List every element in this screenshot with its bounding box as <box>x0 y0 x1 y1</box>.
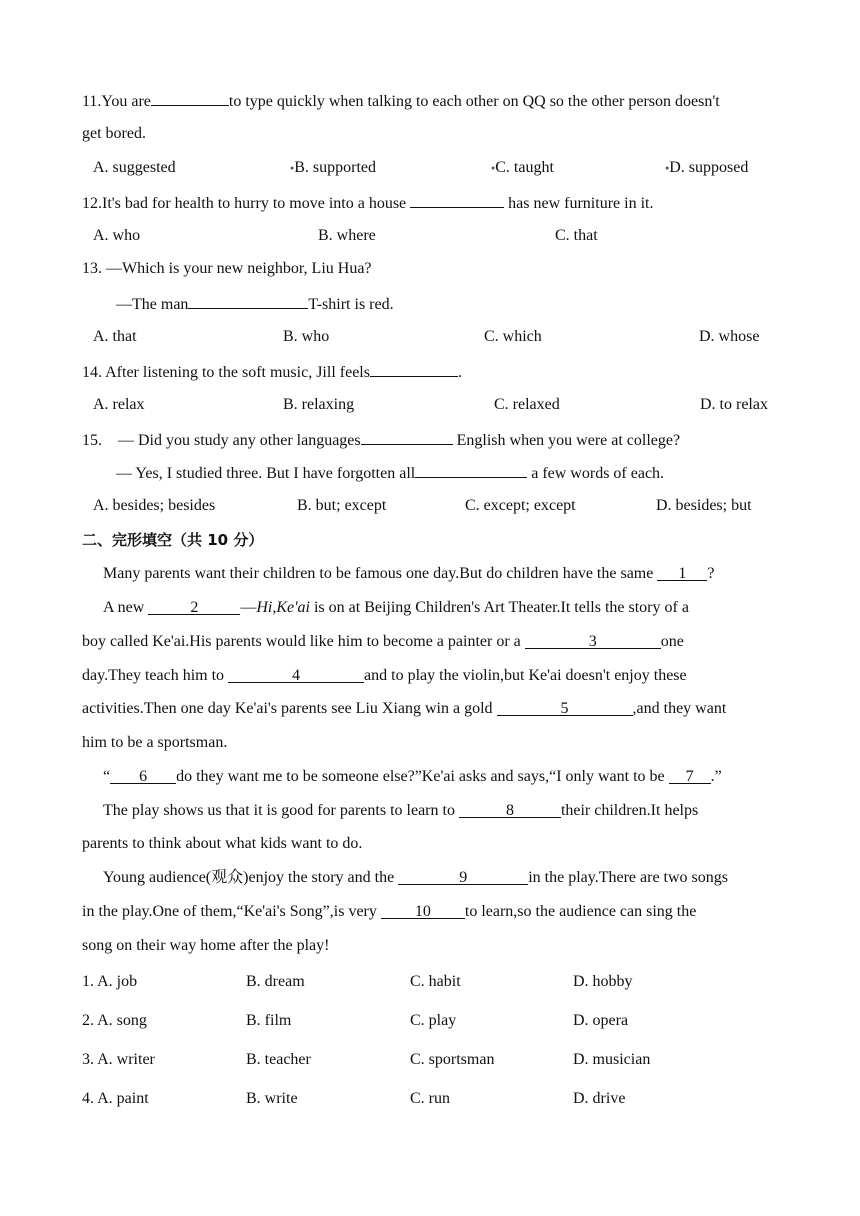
passage-text: .” <box>710 768 722 785</box>
passage-line: parents to think about what kids want to do. <box>82 835 363 852</box>
option-b <box>290 158 376 178</box>
option-a: A. relax <box>93 396 145 413</box>
cloze-blank-5: 5 <box>497 700 633 716</box>
cloze-blank-10: 10 <box>381 903 465 919</box>
question-text: T-shirt is red. <box>308 296 394 313</box>
question-13: 13. —Which is your new neighbor, Liu Hua? <box>82 260 372 277</box>
question-text: 11.You are <box>82 93 151 110</box>
question-text: English when you were at college? <box>456 432 681 449</box>
cloze-blank-7: 7 <box>669 768 711 784</box>
answer-blank <box>361 429 453 445</box>
passage-text: boy called Ke'ai.His parents would like him to become a painter or a <box>82 633 521 650</box>
question-11 <box>82 90 720 112</box>
option-c: C. except; except <box>465 497 576 514</box>
option-b: B. relaxing <box>283 396 355 413</box>
cloze-blank-9: 9 <box>398 869 528 885</box>
passage-line <box>82 902 696 922</box>
question-text: 15. — Did you study any other languages <box>82 432 361 449</box>
mark-icon: ● <box>665 164 670 172</box>
passage-text: in the play.There are two songs <box>528 869 729 886</box>
question-text: . <box>457 364 462 381</box>
passage-text: activities.Then one day Ke'ai's parents see Liu Xiang win a gold <box>82 700 493 717</box>
cloze-option: C. habit <box>410 973 461 990</box>
passage-text: “ <box>103 768 111 785</box>
passage-line: him to be a sportsman. <box>82 734 228 751</box>
cloze-option: D. drive <box>573 1090 626 1107</box>
option-a: A. besides; besides <box>93 497 216 514</box>
passage-line <box>82 666 687 686</box>
passage-line <box>103 868 728 888</box>
option-d: D. besides; but <box>656 497 752 514</box>
answer-blank <box>370 361 458 377</box>
cloze-option: B. film <box>246 1012 292 1029</box>
cloze-option: B. write <box>246 1090 298 1107</box>
question-13-answer-line <box>116 293 394 315</box>
mark-icon: ● <box>491 164 496 172</box>
question-text: a few words of each. <box>531 465 665 482</box>
cloze-option: 2. A. song <box>82 1012 147 1029</box>
option-label: B. supported <box>294 159 377 176</box>
passage-line: song on their way home after the play! <box>82 937 330 954</box>
option-d <box>665 158 748 178</box>
passage-line <box>103 801 698 821</box>
cloze-option: 4. A. paint <box>82 1090 149 1107</box>
option-d: D. to relax <box>700 396 768 413</box>
cloze-blank-1: 1 <box>657 565 707 581</box>
option-c: C. relaxed <box>494 396 560 413</box>
option-d: D. whose <box>699 328 760 345</box>
cloze-blank-8: 8 <box>459 802 561 818</box>
answer-blank <box>415 462 527 478</box>
cloze-option: B. teacher <box>246 1051 311 1068</box>
option-b: B. but; except <box>297 497 387 514</box>
option-a: A. suggested <box>93 159 176 176</box>
passage-line <box>103 767 722 787</box>
passage-text: — <box>240 599 257 616</box>
mark-icon: ● <box>290 164 295 172</box>
cloze-blank-3: 3 <box>525 633 661 649</box>
question-text: 14. After listening to the soft music, Jill feels <box>82 364 370 381</box>
question-15 <box>82 429 680 451</box>
option-c: C. that <box>555 227 598 244</box>
question-11-continued: get bored. <box>82 125 146 142</box>
cloze-option: D. opera <box>573 1012 629 1029</box>
cloze-blank-4: 4 <box>228 667 364 683</box>
cloze-blank-2: 2 <box>148 599 240 615</box>
question-text: — Yes, I studied three. But I have forgotten all <box>116 465 416 482</box>
question-15-answer-line <box>116 462 664 484</box>
option-c: C. which <box>484 328 542 345</box>
answer-blank <box>151 90 229 106</box>
option-c <box>491 158 554 178</box>
option-b: B. where <box>318 227 376 244</box>
answer-blank <box>410 192 504 208</box>
passage-text: and to play the violin,but Ke'ai doesn't enjoy these <box>364 667 687 684</box>
question-14 <box>82 361 462 383</box>
question-text: —The man <box>116 296 189 313</box>
cloze-option: C. run <box>410 1090 450 1107</box>
passage-text: day.They teach him to <box>82 667 225 684</box>
cloze-option: 3. A. writer <box>82 1051 155 1068</box>
cloze-option: 1. A. job <box>82 973 138 990</box>
play-title: Hi,Ke'ai <box>256 599 310 616</box>
option-label: C. taught <box>495 159 554 176</box>
passage-text: A new <box>103 599 145 616</box>
passage-text: is on at Beijing Children's Art Theater.It tells the story of a <box>309 599 689 616</box>
option-a: A. that <box>93 328 137 345</box>
cloze-option: D. hobby <box>573 973 633 990</box>
passage-text: ? <box>707 565 715 582</box>
question-text: 12.It's bad for health to hurry to move into a house <box>82 195 407 212</box>
option-b: B. who <box>283 328 330 345</box>
cloze-blank-6: 6 <box>110 768 176 784</box>
passage-text: Many parents want their children to be famous one day.But do children have the same <box>103 565 654 582</box>
question-12 <box>82 192 653 214</box>
passage-text: Young audience(观众)enjoy the story and the <box>103 869 395 886</box>
passage-line <box>103 598 689 618</box>
option-a: A. who <box>93 227 141 244</box>
passage-line <box>103 564 714 584</box>
passage-text: to learn,so the audience can sing the <box>464 903 697 920</box>
cloze-option: B. dream <box>246 973 305 990</box>
passage-text: The play shows us that it is good for parents to learn to <box>103 802 455 819</box>
cloze-option: C. sportsman <box>410 1051 495 1068</box>
passage-text: one <box>660 633 684 650</box>
passage-text: do they want me to be someone else?”Ke'ai asks and says,“I only want to be <box>176 768 665 785</box>
section-heading: 二、完形填空（共 10 分） <box>82 531 264 549</box>
answer-blank <box>188 293 308 309</box>
passage-text: in the play.One of them,“Ke'ai's Song”,is very <box>82 903 377 920</box>
passage-line <box>82 699 726 719</box>
passage-text: ,and they want <box>632 700 727 717</box>
cloze-option: D. musician <box>573 1051 651 1068</box>
question-text: to type quickly when talking to each other on QQ so the other person doesn't <box>228 93 720 110</box>
passage-text: their children.It helps <box>560 802 699 819</box>
passage-line <box>82 632 684 652</box>
option-label: D. supposed <box>669 159 749 176</box>
question-text: has new furniture in it. <box>508 195 654 212</box>
cloze-option: C. play <box>410 1012 457 1029</box>
